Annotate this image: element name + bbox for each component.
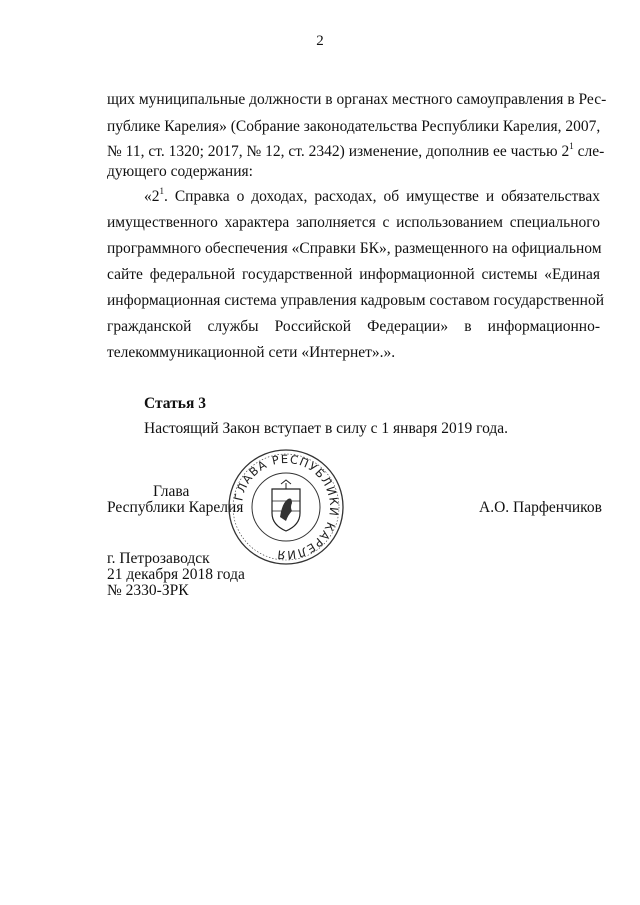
body-line-4: дующего содержания: (107, 163, 253, 180)
seal-text: ГЛАВА РЕСПУБЛИКИ КАРЕЛИЯ (231, 451, 342, 563)
signatory-title-line-1: Глава (153, 483, 190, 500)
body-line-7: программного обеспечения «Справки БК», размещенного на официальном (107, 240, 602, 257)
body-line-5-text: . Справка о доходах, расходах, об имуществе и обязательствах (164, 188, 600, 205)
signatory-name: А.О. Парфенчиков (479, 499, 602, 516)
law-number: № 2330-ЗРК (107, 582, 189, 599)
body-line-3-text: № 11, ст. 1320; 2017, № 12, ст. 2342) изменение, дополнив ее частью 2 (107, 143, 570, 160)
body-line-6: имущественного характера заполняется с использованием специального (107, 214, 600, 231)
body-line-8: сайте федеральной государственной информационной системы «Единая (107, 266, 600, 283)
official-seal-stamp (226, 447, 346, 567)
place-of-signing: г. Петрозаводск (107, 550, 210, 567)
body-line-3-end: сле- (573, 143, 605, 160)
page-number: 2 (316, 33, 324, 49)
body-line-5 (144, 186, 600, 207)
article-text: Настоящий Закон вступает в силу с 1 января 2019 года. (144, 420, 509, 437)
body-line-11: телекоммуникационной сети «Интернет».». (107, 344, 396, 361)
body-line-5-start: «2 (144, 188, 160, 205)
superscript: 1 (159, 186, 164, 196)
coat-of-arms-icon (272, 480, 300, 531)
signing-date: 21 декабря 2018 года (107, 566, 245, 583)
body-line-10: гражданской службы Российской Федерации» в информационно- (107, 318, 600, 335)
body-line-2: публике Карелия» (Собрание законодательства Республики Карелия, 2007, (107, 118, 601, 135)
superscript: 1 (569, 141, 574, 151)
body-line-1: щих муниципальные должности в органах местного самоуправления в Рес- (107, 91, 607, 108)
body-line-3 (107, 141, 605, 162)
body-line-9: информационная система управления кадровым составом государственной (107, 292, 604, 309)
article-heading: Статья 3 (144, 395, 206, 412)
signatory-title-line-2: Республики Карелия (107, 499, 244, 516)
